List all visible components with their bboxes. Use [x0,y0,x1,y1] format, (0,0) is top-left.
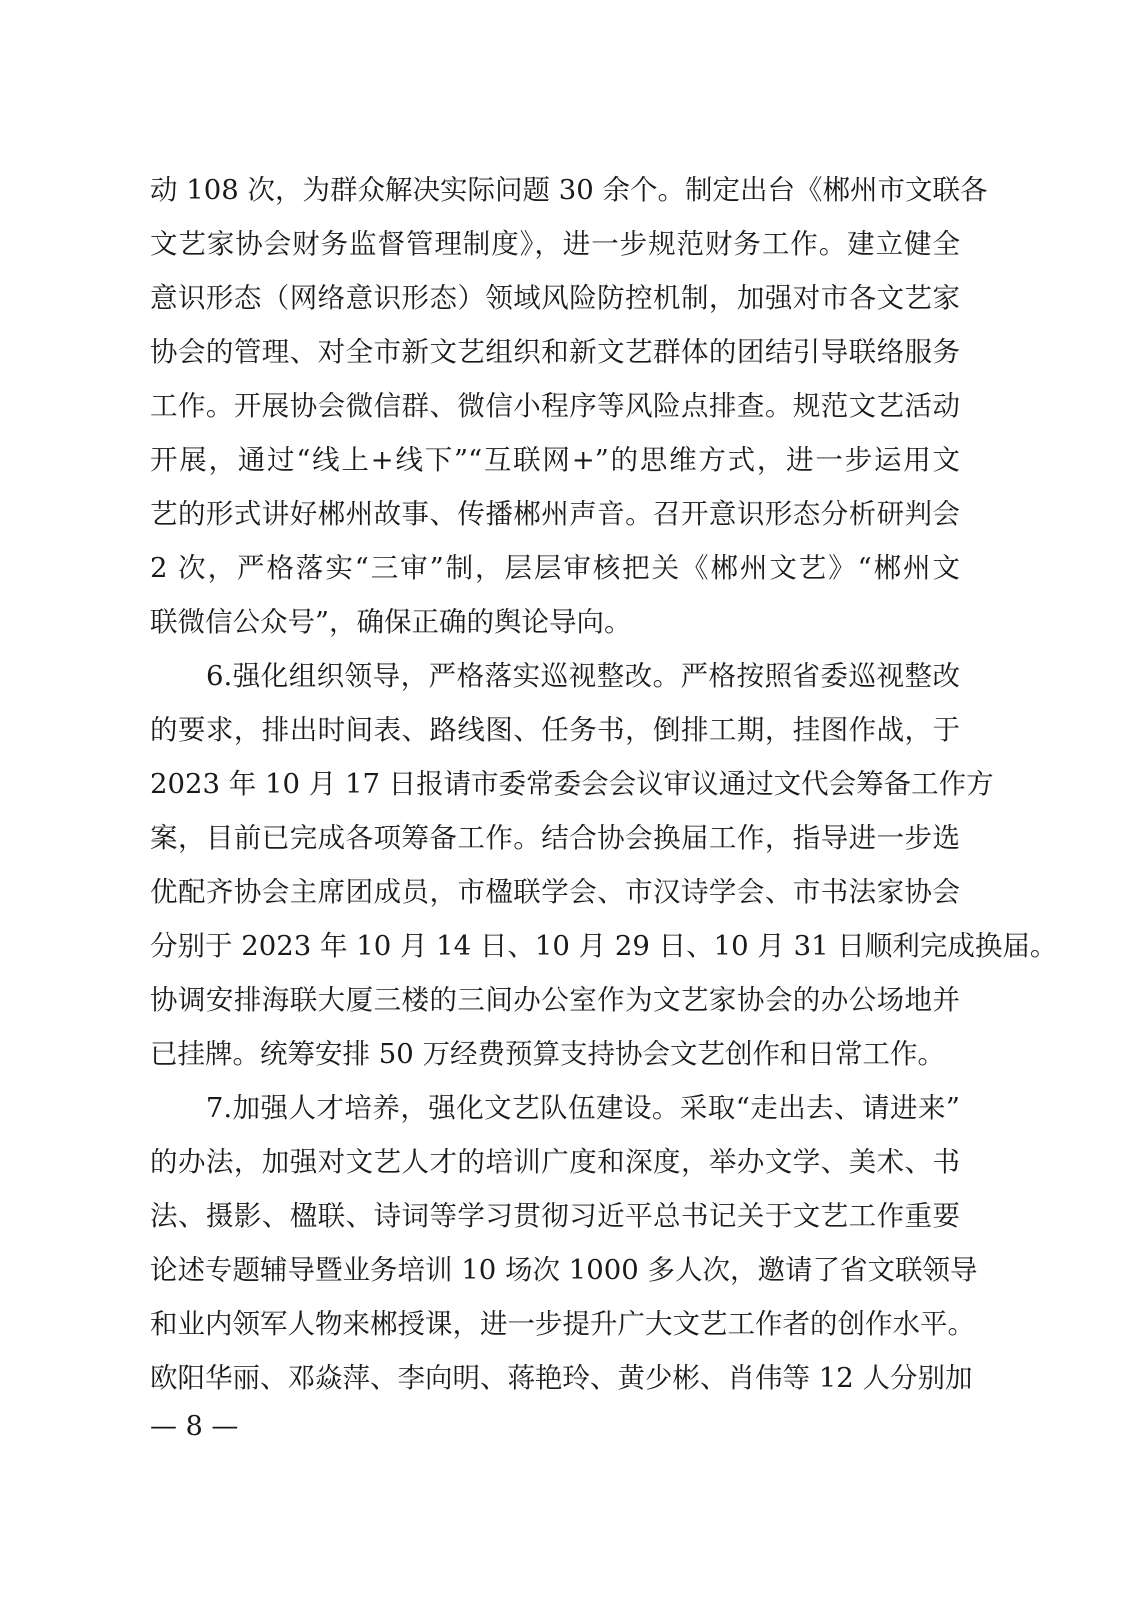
paragraph-6-first-line: 6.强化组织领导，严格落实巡视整改。严格按照省委巡视整改 [150,660,960,692]
body-text-line: 工作。开展协会微信群、微信小程序等风险点排查。规范文艺活动 [150,390,960,422]
body-text-line: 2023 年 10 月 17 日报请市委常委会会议审议通过文代会筹备工作方 [150,768,994,800]
body-text-line: 的要求，排出时间表、路线图、任务书，倒排工期，挂图作战，于 [150,714,960,746]
body-text-line: 开展，通过“线上+线下”“互联网+”的思维方式，进一步运用文 [150,444,960,476]
body-text-line: 文艺家协会财务监督管理制度》，进一步规范财务工作。建立健全 [150,228,960,260]
paragraph-7-first-line: 7.加强人才培养，强化文艺队伍建设。采取“走出去、请进来” [150,1092,960,1124]
page-number: — 8 — [150,1411,239,1442]
body-text-line: 已挂牌。统筹安排 50 万经费预算支持协会文艺创作和日常工作。 [150,1038,945,1070]
body-text-line: 2 次，严格落实“三审”制，层层审核把关《郴州文艺》“郴州文 [150,552,960,584]
body-text-line: 欧阳华丽、邓焱萍、李向明、蒋艳玲、黄少彬、肖伟等 12 人分别加 [150,1362,973,1394]
body-text-line: 论述专题辅导暨业务培训 10 场次 1000 多人次，邀请了省文联领导 [150,1254,978,1286]
body-text-line: 联微信公众号”，确保正确的舆论导向。 [150,606,632,638]
body-text-line: 案，目前已完成各项筹备工作。结合协会换届工作，指导进一步选 [150,822,960,854]
body-text-line: 意识形态（网络意识形态）领域风险防控机制，加强对市各文艺家 [150,282,960,314]
body-text-line: 优配齐协会主席团成员，市楹联学会、市汉诗学会、市书法家协会 [150,876,960,908]
body-text-line: 分别于 2023 年 10 月 14 日、10 月 29 日、10 月 31 日顺利完成换届。 [150,930,1058,962]
body-text-line: 协调安排海联大厦三楼的三间办公室作为文艺家协会的办公场地并 [150,984,960,1016]
body-text-line: 的办法，加强对文艺人才的培训广度和深度，举办文学、美术、书 [150,1146,960,1178]
body-text-line: 和业内领军人物来郴授课，进一步提升广大文艺工作者的创作水平。 [150,1308,975,1340]
body-text-line: 法、摄影、楹联、诗词等学习贯彻习近平总书记关于文艺工作重要 [150,1200,960,1232]
body-text-line: 协会的管理、对全市新文艺组织和新文艺群体的团结引导联络服务 [150,336,960,368]
body-text-line: 动 108 次，为群众解决实际问题 30 余个。制定出台《郴州市文联各 [150,174,988,206]
body-text-line: 艺的形式讲好郴州故事、传播郴州声音。召开意识形态分析研判会 [150,498,960,530]
